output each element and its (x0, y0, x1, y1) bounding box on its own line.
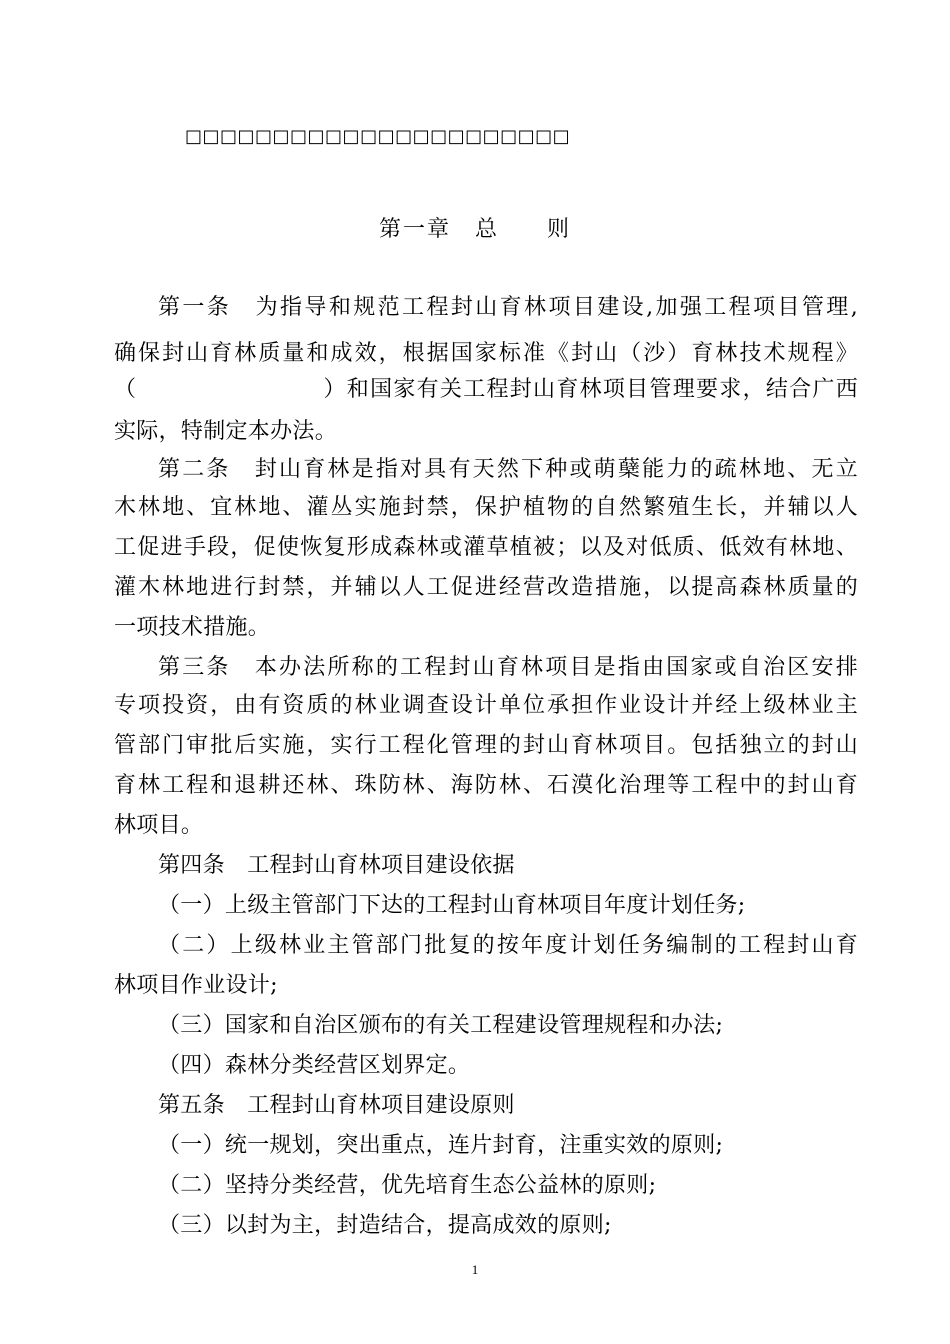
article-1-line: 第一条 为指导和规范工程封山育林项目建设,加强工程项目管理, (158, 295, 858, 320)
document-title: □□□□□□□□□□□□□□□□□□□□□□ (185, 126, 571, 147)
article-5-item: （一）统一规划，突出重点，连片封育，注重实效的原则; (158, 1133, 724, 1158)
article-1-line: 确保封山育林质量和成效，根据国家标准《封山（沙）育林技术规程》 (114, 341, 858, 366)
page-number: 1 (471, 1262, 479, 1277)
article-4-item: （三）国家和自治区颁布的有关工程建设管理规程和办法; (158, 1013, 724, 1038)
article-1-line: （ ）和国家有关工程封山育林项目管理要求，结合广西 (114, 377, 858, 402)
article-3-line: 育林工程和退耕还林、珠防林、海防林、石漠化治理等工程中的封山育 (114, 773, 858, 798)
article-2-line: 工促进手段，促使恢复形成森林或灌草植被；以及对低质、低效有林地、 (114, 535, 858, 560)
article-4-item: （二）上级林业主管部门批复的按年度计划任务编制的工程封山育 (158, 933, 858, 958)
article-2-line: 灌木林地进行封禁，并辅以人工促进经营改造措施，以提高森林质量的 (114, 575, 858, 600)
article-2-line: 第二条 封山育林是指对具有天然下种或萌蘖能力的疏林地、无立 (158, 457, 858, 482)
article-4-item: （四）森林分类经营区划界定。 (158, 1053, 471, 1078)
chapter-heading: 第一章 总 则 (378, 217, 571, 242)
article-2-line: 木林地、宜林地、灌丛实施封禁，保护植物的自然繁殖生长，并辅以人 (114, 495, 858, 520)
article-3-line: 专项投资，由有资质的林业调查设计单位承担作业设计并经上级林业主 (114, 693, 858, 718)
article-2-line: 一项技术措施。 (114, 615, 271, 640)
article-1-line: 实际，特制定本办法。 (114, 419, 338, 444)
article-4-heading: 第四条 工程封山育林项目建设依据 (158, 853, 515, 878)
article-5-heading: 第五条 工程封山育林项目建设原则 (158, 1093, 515, 1118)
article-3-line: 管部门审批后实施，实行工程化管理的封山育林项目。包括独立的封山 (114, 733, 858, 758)
article-4-item: 林项目作业设计; (114, 973, 278, 998)
article-3-line: 第三条 本办法所称的工程封山育林项目是指由国家或自治区安排 (158, 655, 858, 680)
article-4-item: （一）上级主管部门下达的工程封山育林项目年度计划任务; (158, 893, 746, 918)
article-3-line: 林项目。 (114, 813, 204, 838)
article-5-item: （三）以封为主，封造结合，提高成效的原则; (158, 1213, 612, 1238)
article-5-item: （二）坚持分类经营，优先培育生态公益林的原则; (158, 1173, 657, 1198)
